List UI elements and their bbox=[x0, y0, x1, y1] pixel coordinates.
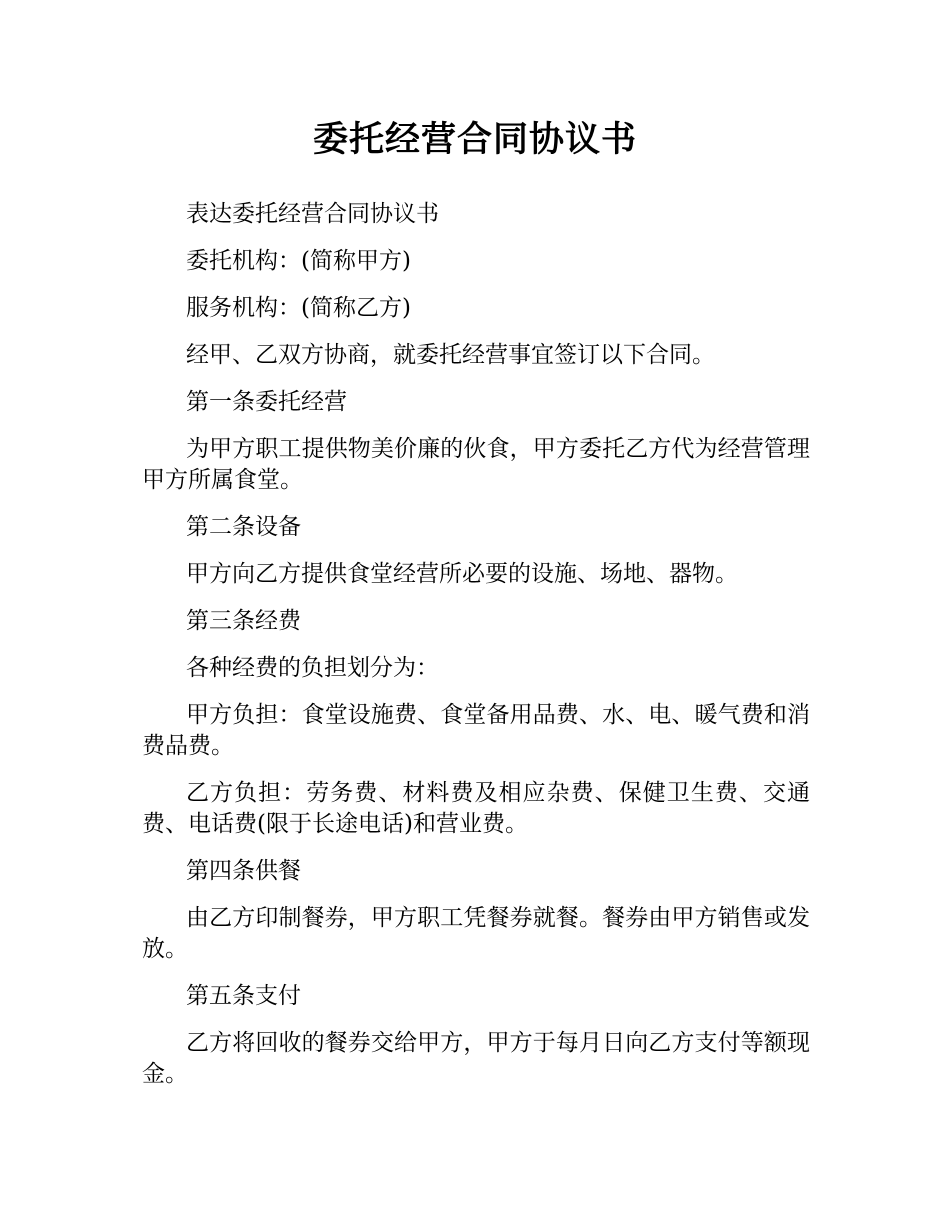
document-title: 委托经营合同协议书 bbox=[312, 120, 637, 160]
article-3-heading: 第三条经费 bbox=[186, 608, 301, 634]
paragraph-agreement: 经甲、乙双方协商，就委托经营事宜签订以下合同。 bbox=[186, 342, 715, 368]
paragraph-party-b: 服务机构：(简称乙方) bbox=[186, 295, 411, 321]
paragraph-party-a: 委托机构：(简称甲方) bbox=[186, 248, 411, 274]
article-1-heading: 第一条委托经营 bbox=[186, 389, 347, 415]
article-3-text: 各种经费的负担划分为： bbox=[186, 655, 439, 681]
article-2-heading: 第二条设备 bbox=[186, 514, 301, 540]
article-3-party-a-costs: 甲方负担：食堂设施费、食堂备用品费、水、电、暖气费和消费品费。 bbox=[142, 702, 810, 759]
article-5-heading: 第五条支付 bbox=[186, 983, 301, 1009]
document-body bbox=[142, 199, 810, 1106]
article-1-text: 为甲方职工提供物美价廉的伙食，甲方委托乙方代为经营管理甲方所属食堂。 bbox=[142, 436, 810, 493]
article-2-text: 甲方向乙方提供食堂经营所必要的设施、场地、器物。 bbox=[186, 561, 738, 587]
article-5-text: 乙方将回收的餐券交给甲方，甲方于每月日向乙方支付等额现金。 bbox=[142, 1030, 810, 1087]
article-4-text: 由乙方印制餐券，甲方职工凭餐券就餐。餐券由甲方销售或发放。 bbox=[142, 905, 810, 962]
article-3-party-b-costs: 乙方负担：劳务费、材料费及相应杂费、保健卫生费、交通费、电话费(限于长途电话)和营业费。 bbox=[142, 780, 810, 837]
paragraph-intro: 表达委托经营合同协议书 bbox=[186, 201, 439, 227]
article-4-heading: 第四条供餐 bbox=[186, 858, 301, 884]
